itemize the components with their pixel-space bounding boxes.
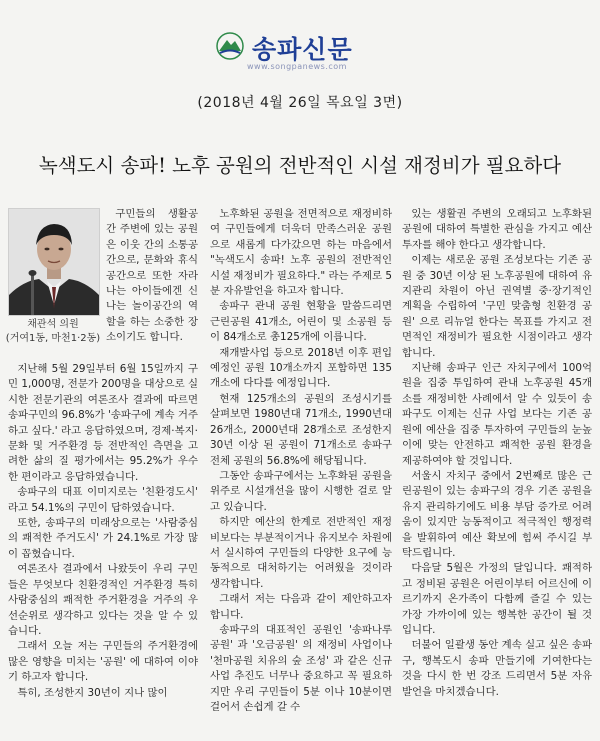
paragraph: 있는 생활권 주변의 오래되고 노후화된 공원에 대하여 특별한 관심을 가지고 예산 투자를 해야 한다고 생각합니다. xyxy=(402,208,592,251)
masthead xyxy=(0,28,600,71)
paragraph: 여론조사 결과에서 나왔듯이 우리 구민들은 무엇보다 친환경적인 거주환경 특히 사람중심의 쾌적한 주거환경을 거주의 우선순위로 생각하고 있다는 것을 알 수 있습니다. xyxy=(8,563,198,637)
paragraph: 재개발사업 등으로 2018년 이후 편입 예정인 공원 10개소까지 포함하면 135개소에 다다를 예정입니다. xyxy=(210,346,392,390)
portrait-image xyxy=(9,209,99,315)
paragraph: 그동안 송파구에서는 노후화된 공원을 위주로 시설개선을 많이 시행한 걸로 알고 있습니다. xyxy=(210,469,392,513)
paragraph: 서울시 자치구 중에서 2번째로 많은 근린공원이 있는 송파구의 경우 기존 공원을 유지 관리하기에도 비용 부담 증가로 어려움이 있지만 능동적이고 적극적인 행정력을 발휘하여 예산 확보에 힘써 주시길 부탁드립니다. xyxy=(402,469,592,559)
author-photo xyxy=(8,208,100,316)
article-column-3 xyxy=(402,207,592,700)
article-column-1 xyxy=(8,362,198,701)
article-column-2 xyxy=(210,207,392,715)
paragraph: 그래서 저는 다음과 같이 제안하고자 합니다. xyxy=(210,593,392,621)
paragraph: 하지만 예산의 한계로 전반적인 재정비보다는 부분적이거나 유지보수 차원에서 실시하여 구민들의 다양한 요구에 능동적으로 대처하기는 어려웠을 것이라 생각합니다. xyxy=(210,516,392,590)
paragraph: 송파구의 대표 이미지로는 '친환경도시' 라고 54.1%의 구민이 답하였습니다. xyxy=(8,486,198,514)
paragraph: 특히, 조성한지 30년이 지나 많이 xyxy=(17,686,168,699)
paragraph: 노후화된 공원을 전면적으로 재정비하여 구민들에게 더욱더 만족스러운 공원으로 새롭게 다가갔으면 하는 마음에서 "녹색도시 송파! 노후 공원의 전반적인 시설 재정비가 필요하다." 라는 주제로 5분 자유발언을 하고자 합니다. xyxy=(210,208,392,298)
article-headline: 녹색도시 송파! 노후 공원의 전반적인 시설 재정비가 필요하다 xyxy=(38,154,562,177)
paragraph: 또한, 송파구의 미래상으로는 '사람중심의 쾌적한 주거도시' 가 24.1%로 가장 많이 꼽혔습니다. xyxy=(8,517,198,560)
article-column-1-top xyxy=(106,207,198,346)
author-district: (거여1동, 마천1·2동) xyxy=(5,333,101,344)
paragraph: 송파구 관내 공원 현황을 말씀드리면 근린공원 41개소, 어린이 및 소공원 등이 84개소로 총125개에 이릅니다. xyxy=(210,300,392,344)
paragraph: 다음달 5월은 가정의 달입니다. 쾌적하고 정비된 공원은 어린이부터 어르신에 이르기까지 온가족이 다함께 즐길 수 있는 가장 가까이에 있는 행복한 공간이 될 것입니다. xyxy=(402,562,592,636)
newspaper-url: www.songpanews.com xyxy=(247,62,347,71)
newspaper-title: 송파신문 xyxy=(252,35,353,64)
logo-icon xyxy=(216,32,244,60)
paragraph: 지난해 송파구 인근 자치구에서 100억 원을 집중 투입하여 관내 노후공원 45개소를 재정비한 사례에서 알 수 있듯이 송파구도 이제는 신규 사업 보다는 기존 공원에 예산을 집중 투자하여 구민들의 눈높이에 맞는 안전하고 쾌적한 공원 환경을 제공하여야 할 것입니다. xyxy=(402,362,592,467)
paragraph: 송파구의 대표적인 공원인 '송파나루공원' 과 '오금공원' 의 재정비 사업이나 '천마공원 치유의 숲 조성' 과 같은 신규 사업 추진도 너무나 중요하고 꼭 필요하지만 우리 구민들이 5분 이나 10분이면 걸어서 손쉽게 갈 수 xyxy=(210,623,392,713)
paragraph: 현재 125개소의 공원의 조성시기를 살펴보면 1980년대 71개소, 1990년대 26개소, 2000년대 28개소로 조성한지 30년 이상 된 공원이 71개소로 송파구 전체 공원의 56.8%에 해당됩니다. xyxy=(210,392,392,467)
paragraph: 이제는 새로운 공원 조성보다는 기존 공원 중 30년 이상 된 노후공원에 대하여 유지관리 차원이 아닌 권역별 중·장기적인 계획을 수립하여 '구민 맞춤형 친환경 공원' 으로 리뉴얼 한다는 목표를 가지고 전면적인 재정비가 필요한 시점이라고 생각합니다. xyxy=(402,254,592,359)
author-caption xyxy=(0,318,106,346)
paragraph: 구민들의 생활공간 주변에 있는 공원은 이웃 간의 소통공간으로, 문화와 휴식공간으로 또한 자라나는 아이들에겐 신나는 놀이공간의 역할을 하는 소중한 장소이기도 합니다. xyxy=(106,208,198,344)
paragraph: 지난해 5월 29일부터 6월 15일까지 구민 1,000명, 전문가 200명을 대상으로 실시한 전문기관의 여론조사 결과에 따르면 송파구민의 96.8%가 '송파구에 계속 거주하고 싶다.' 라고 응답하였으며, 경제·복지·문화 및 거주환경 등 전반적인 측면을 고려한 삶의 질 평가에서는 95.2%가 우수한 편이라고 응답하였습니다. xyxy=(8,363,198,483)
paragraph: 더불어 일괄생 동안 계속 실고 싶은 송파구, 행복도시 송파 만들기에 기여한다는 것을 다시 한 번 강조 드리면서 5분 자유발언을 마치겠습니다. xyxy=(402,639,592,698)
publication-date: (2018년 4월 26일 목요일 3면) xyxy=(197,95,403,111)
paragraph: 그래서 오늘 저는 구민들의 주거환경에 많은 영향을 미치는 '공원' 에 대하여 이야기 하고자 합니다. xyxy=(8,640,198,684)
author-name: 채관석 의원 xyxy=(27,319,79,330)
